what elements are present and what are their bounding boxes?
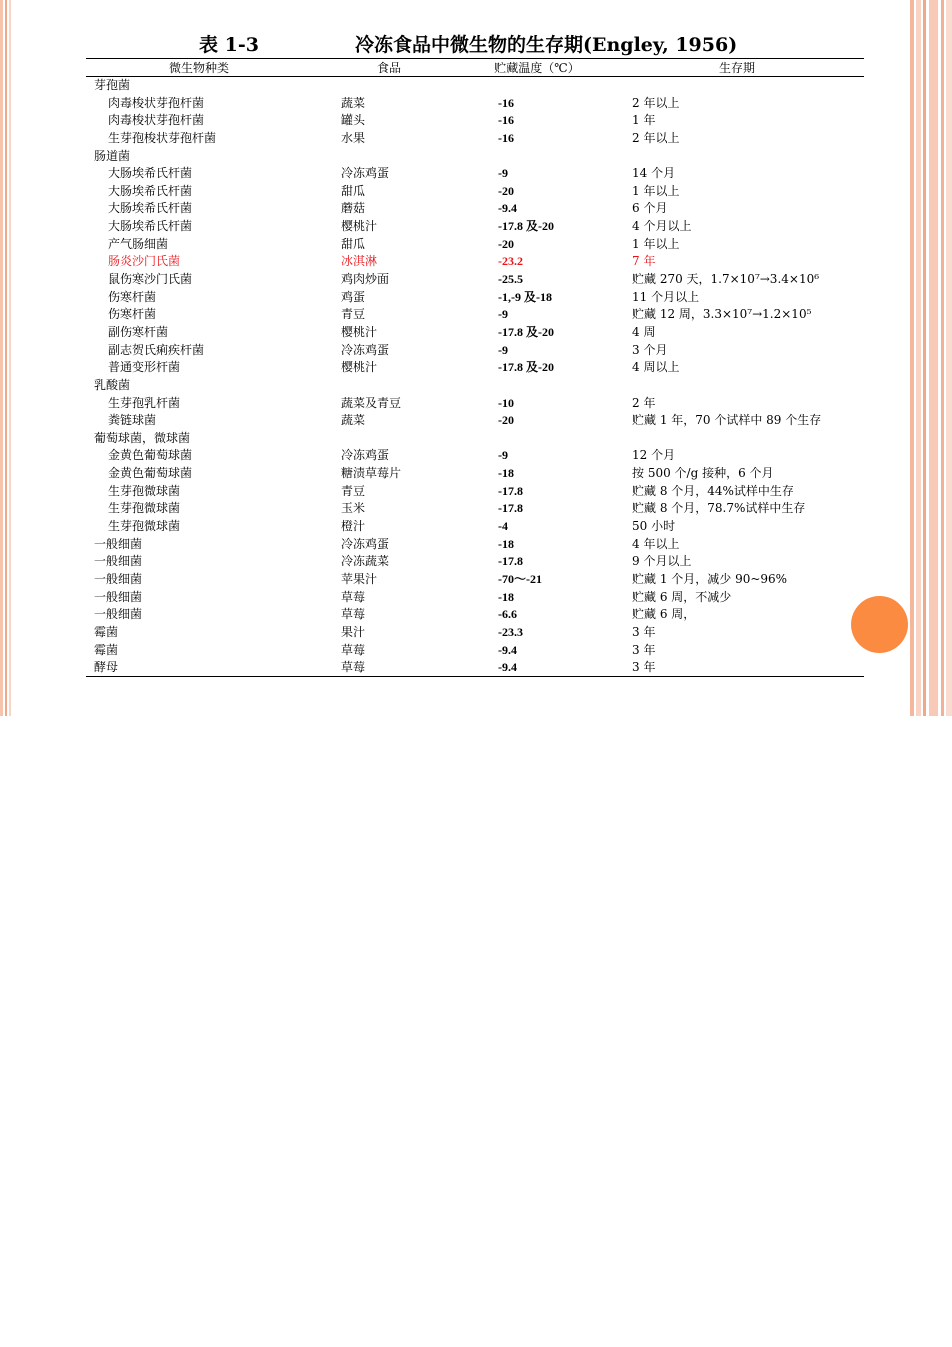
temperature-cell: -9.4 [498,201,517,216]
table-row [86,395,864,413]
temperature-cell: -4 [498,519,508,534]
table-row [86,112,864,130]
survival-cell: 14 个月 [632,166,676,181]
survival-cell: 6 个月 [632,201,668,216]
food-cell: 罐头 [341,113,366,128]
survival-cell: 1 年 [632,113,656,128]
organism-cell: 大肠埃希氏杆菌 [108,183,193,198]
survival-cell: 9 个月以上 [632,554,692,569]
survival-cell: 2 年以上 [632,95,680,110]
header-survival: 生存期 [718,61,756,75]
food-cell: 鸡肉炒面 [341,272,390,287]
table-row [86,95,864,113]
organism-cell: 伤寒杆菌 [108,289,157,304]
food-cell: 冰淇淋 [341,254,378,269]
food-cell: 樱桃汁 [341,219,378,234]
organism-cell: 金黄色葡萄球菌 [108,448,193,463]
table-row [86,236,864,254]
temperature-cell: -9.4 [498,642,517,657]
left-border-stripe [5,0,7,716]
organism-cell: 肉毒梭状芽孢杆菌 [108,113,205,128]
temperature-cell: -25.5 [498,272,523,287]
food-cell: 冷冻蔬菜 [341,554,390,569]
organism-cell: 普通变形杆菌 [108,360,181,375]
right-border-stripe [946,0,952,716]
food-cell: 冷冻鸡蛋 [341,342,390,357]
survival-cell: 1 年以上 [632,236,680,251]
food-cell: 果汁 [341,624,366,639]
table-title: 冷冻食品中微生物的生存期(Engley, 1956) [355,34,738,56]
temperature-cell: -16 [498,95,514,110]
table-row [86,130,864,148]
organism-cell: 生芽孢乳杆菌 [108,395,181,410]
food-cell: 樱桃汁 [341,324,378,339]
table-row [86,165,864,183]
temperature-cell: -1,-9 及-18 [498,289,552,304]
table-row [86,642,864,660]
food-cell: 青豆 [341,307,366,322]
food-cell: 蔬菜 [341,95,366,110]
survival-cell: 11 个月以上 [632,289,700,304]
organism-cell: 酵母 [94,660,119,675]
survival-cell: 贮藏 6 周， [632,607,696,622]
food-cell: 蔬菜及青豆 [341,395,402,410]
temperature-cell: -17.8 及-20 [498,219,554,234]
survival-cell: 4 周 [632,324,656,339]
food-cell: 樱桃汁 [341,360,378,375]
organism-cell: 肉毒梭状芽孢杆菌 [108,95,205,110]
table-row [86,483,864,501]
table-body [86,77,864,677]
temperature-cell: -23.2 [498,254,523,269]
category-label: 芽孢菌 [94,78,131,92]
table-row [86,659,864,677]
organism-cell: 一般细菌 [94,589,143,604]
organism-cell: 生芽孢微球菌 [108,519,181,534]
temperature-cell: -9 [498,307,508,322]
food-cell: 冷冻鸡蛋 [341,536,390,551]
temperature-cell: -70～-21 [498,571,542,586]
right-border-stripe [910,0,914,716]
temperature-cell: -6.6 [498,607,517,622]
survival-cell: 4 个月以上 [632,219,692,234]
table-row [86,465,864,483]
left-border-stripe [9,0,11,716]
header-temperature: 贮藏温度（℃） [494,61,580,75]
table-row [86,342,864,360]
survival-cell: 贮藏 8 个月，78.7%试样中生存 [632,501,806,516]
organism-cell: 鼠伤寒沙门氏菌 [108,272,193,287]
table-row [86,183,864,201]
header-food: 食品 [376,61,402,75]
right-border-stripe [923,0,926,716]
table-header [86,59,864,76]
table-row [86,324,864,342]
food-cell: 水果 [341,130,366,145]
table-row [86,359,864,377]
organism-cell: 粪链球菌 [108,413,157,428]
survival-cell: 3 年 [632,642,656,657]
food-cell: 草莓 [341,642,366,657]
table-row [86,271,864,289]
temperature-cell: -18 [498,466,514,481]
temperature-cell: -20 [498,413,514,428]
organism-cell: 生芽孢微球菌 [108,501,181,516]
table-row [86,447,864,465]
right-border-stripe [916,0,921,716]
organism-cell: 生芽孢微球菌 [108,483,181,498]
temperature-cell: -18 [498,589,514,604]
survival-cell: 3 年 [632,660,656,675]
survival-cell: 3 个月 [632,342,668,357]
organism-cell: 金黄色葡萄球菌 [108,466,193,481]
right-border-stripe [941,0,944,716]
table-row [86,571,864,589]
table-row [86,518,864,536]
food-cell: 蘑菇 [341,201,366,216]
category-label: 肠道菌 [94,148,131,163]
food-cell: 糖渍草莓片 [341,466,402,481]
temperature-cell: -16 [498,130,514,145]
organism-cell: 副伤寒杆菌 [108,324,169,339]
temperature-cell: -17.8 及-20 [498,324,554,339]
survival-cell: 贮藏 6 周，不减少 [632,589,732,604]
survival-cell: 贮藏 1 个月，减少 90~96% [632,571,788,586]
temperature-cell: -20 [498,236,514,251]
survival-cell: 贮藏 12 周，3.3×10⁷→1.2×10⁵ [632,307,812,322]
temperature-cell: -10 [498,395,514,410]
right-border-stripe [929,0,938,716]
food-cell: 甜瓜 [341,236,366,251]
temperature-cell: -18 [498,536,514,551]
temperature-cell: -9 [498,448,508,463]
organism-cell: 产气肠细菌 [108,236,169,251]
temperature-cell: -16 [498,113,514,128]
temperature-cell: -9 [498,342,508,357]
survival-cell: 50 小时 [632,519,676,534]
food-cell: 玉米 [341,501,366,516]
survival-cell: 4 年以上 [632,536,680,551]
survival-cell: 2 年以上 [632,130,680,145]
organism-cell: 霉菌 [94,642,119,657]
table-row [86,624,864,642]
organism-cell: 大肠埃希氏杆菌 [108,219,193,234]
category-row [86,148,864,166]
header-organism: 微生物种类 [168,61,230,75]
category-row [86,377,864,395]
table-row [86,536,864,554]
table-row [86,306,864,324]
survival-cell: 按 500 个/g 接种，6 个月 [632,466,774,481]
food-cell: 青豆 [341,483,366,498]
organism-cell: 大肠埃希氏杆菌 [108,166,193,181]
organism-cell: 伤寒杆菌 [108,307,157,322]
table-row [86,218,864,236]
table-row [86,500,864,518]
food-cell: 鸡蛋 [341,289,366,304]
organism-cell: 一般细菌 [94,536,143,551]
table-row [86,553,864,571]
table-row [86,412,864,430]
food-cell: 草莓 [341,607,366,622]
survival-cell: 7 年 [632,254,656,269]
decorative-circle [851,596,908,653]
organism-cell: 一般细菌 [94,554,143,569]
food-cell: 草莓 [341,589,366,604]
temperature-cell: -17.8 [498,554,523,569]
table-row [86,589,864,607]
survival-cell: 贮藏 270 天，1.7×10⁷→3.4×10⁶ [632,272,820,287]
temperature-cell: -23.3 [498,624,523,639]
table-bottom-rule [86,676,864,677]
organism-cell: 一般细菌 [94,571,143,586]
food-cell: 蔬菜 [341,413,366,428]
organism-cell: 副志贺氏痢疾杆菌 [108,342,205,357]
organism-cell: 生芽孢梭状芽孢杆菌 [108,130,217,145]
category-row [86,77,864,95]
temperature-cell: -17.8 [498,483,523,498]
survival-cell: 贮藏 1 年，70 个试样中 89 个生存 [632,413,822,428]
survival-cell: 12 个月 [632,448,676,463]
food-cell: 橙汁 [341,519,366,534]
category-row [86,430,864,448]
survival-cell: 2 年 [632,395,656,410]
category-label: 乳酸菌 [94,377,131,392]
temperature-cell: -9 [498,166,508,181]
food-cell: 冷冻鸡蛋 [341,448,390,463]
table-row [86,253,864,271]
category-label: 葡萄球菌，微球菌 [94,430,191,445]
left-border-stripe [0,0,3,716]
temperature-cell: -20 [498,183,514,198]
table-row [86,200,864,218]
survival-cell: 4 周以上 [632,360,680,375]
survival-cell: 贮藏 8 个月，44%试样中生存 [632,483,794,498]
food-cell: 冷冻鸡蛋 [341,166,390,181]
organism-cell: 肠炎沙门氏菌 [108,254,181,269]
temperature-cell: -9.4 [498,660,517,675]
organism-cell: 大肠埃希氏杆菌 [108,201,193,216]
table-row [86,606,864,624]
food-cell: 甜瓜 [341,183,366,198]
table-number: 表 1-3 [199,34,259,56]
temperature-cell: -17.8 及-20 [498,360,554,375]
food-cell: 草莓 [341,660,366,675]
survival-cell: 3 年 [632,624,656,639]
food-cell: 苹果汁 [341,571,378,586]
organism-cell: 一般细菌 [94,607,143,622]
organism-cell: 霉菌 [94,624,119,639]
survival-cell: 1 年以上 [632,183,680,198]
temperature-cell: -17.8 [498,501,523,516]
table-row [86,289,864,307]
